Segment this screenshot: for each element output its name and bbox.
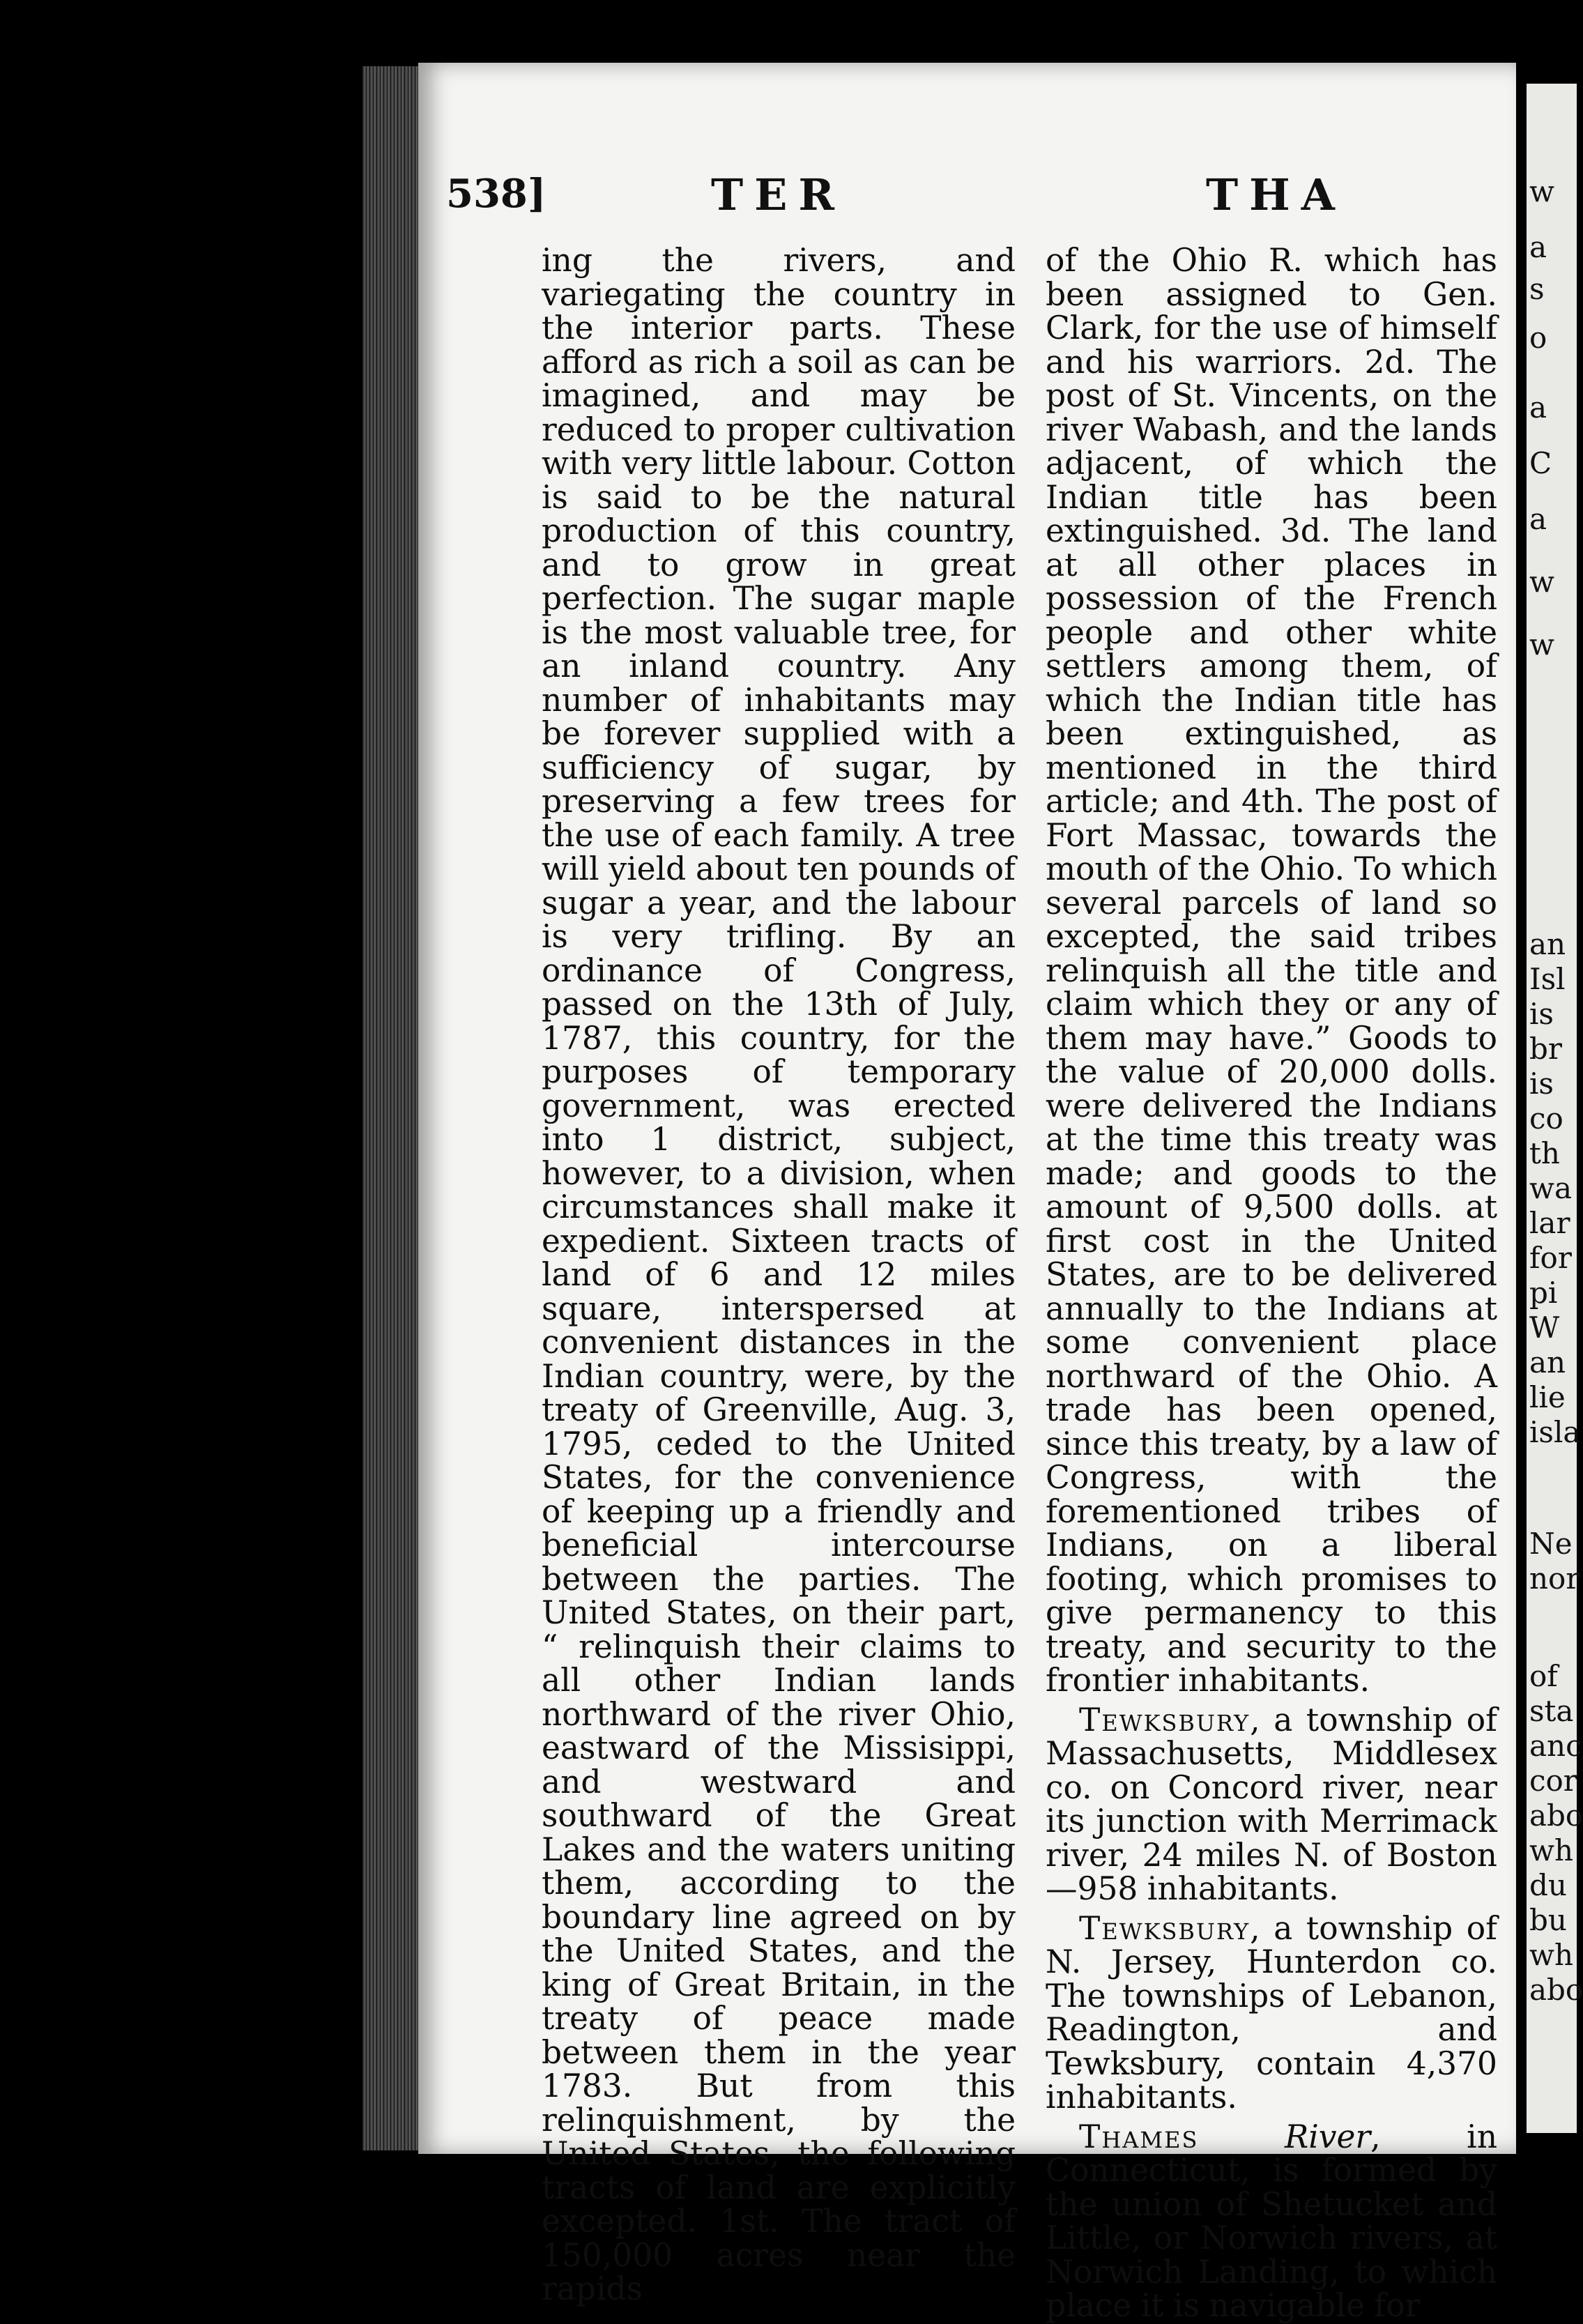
facing-page-fragment: a <box>1529 390 1547 425</box>
entry-headword: Tewksbury <box>1079 1910 1250 1947</box>
facing-page-fragment: lar <box>1529 1206 1570 1240</box>
facing-page-fragment: Isl <box>1529 962 1566 996</box>
book-page-edges <box>362 66 418 2150</box>
right-running-head: THA <box>1206 169 1346 220</box>
entry-text: , a township of N. Jersey, Hunterdon co. The townships of Lebanon, Readington, and Tewksbury, contain 4,370 inhabitants. <box>1046 1910 1497 2116</box>
facing-page-fragment: C <box>1529 446 1552 480</box>
facing-page-fragment: sta <box>1529 1694 1573 1728</box>
facing-page-fragment: an <box>1529 1345 1566 1379</box>
facing-page-fragment: th <box>1529 1136 1560 1170</box>
facing-page-fragment: an <box>1529 927 1566 961</box>
facing-page-fragment: W <box>1529 1310 1559 1345</box>
facing-page-fragment: bu <box>1529 1903 1567 1937</box>
facing-page-fragment: a <box>1529 230 1547 264</box>
facing-page-fragment: is <box>1529 997 1554 1031</box>
running-header <box>446 171 1506 227</box>
gazetteer-entry <box>1046 2120 1497 2323</box>
facing-page-fragment: wh <box>1529 1833 1573 1867</box>
entry-text: , in Connecticut, is formed by the union of Shetucket and Little, or Norwich rivers, at Norwich Landing, to which place it is navigable for <box>1046 2118 1497 2324</box>
facing-page-fragment: a <box>1529 502 1547 536</box>
gazetteer-entry <box>1046 1704 1497 1906</box>
left-text-column <box>542 244 1016 2307</box>
facing-page-fragment: pi <box>1529 1276 1557 1310</box>
facing-page-fragment: w <box>1529 565 1554 599</box>
entry-text: , a township of Massachusetts, Middlesex co. on Concord river, near its junction with Merrimack river, 24 miles N. of Boston—958 inhabitants. <box>1046 1702 1497 1908</box>
facing-page-fragment: Ne <box>1529 1527 1573 1561</box>
facing-page-fragment: isla <box>1529 1415 1580 1449</box>
facing-page-fragment: nor <box>1529 1561 1580 1596</box>
facing-page-fragment: s <box>1529 272 1545 306</box>
entry-headword: Tewksbury <box>1079 1702 1250 1738</box>
facing-page-fragment: w <box>1529 627 1554 662</box>
facing-page-fragment: abo <box>1529 1798 1583 1833</box>
facing-page-fragment: wa <box>1529 1171 1572 1205</box>
entry-headword-italic: River <box>1285 2118 1370 2155</box>
facing-page-fragment: is <box>1529 1067 1554 1101</box>
gazetteer-entry <box>1046 1912 1497 2115</box>
paragraph: of the Ohio R. which has been assigned to Gen. Clark, for the use of himself and his warriors. 2d. The post of St. Vincents, on the river Wabash, and the lands adjacent, of which the Indian title has been extinguished. 3d. The land at all other places in possession of the French people and other white settlers among them, of which the Indian title has been extinguished, as mentioned in the third article; and 4th. The post of Fort Massac, towards the mouth of the Ohio. To which several parcels of land so excepted, the said tribes relinquish all the title and claim which they or any of them may have.” Goods to the value of 20,000 dolls. were delivered the Indians at the time this treaty was made; and goods to the amount of 9,500 dolls. at first cost in the United States, are to be delivered annually to the Indians at some convenient place northward of the Ohio. A trade has been opened, since this treaty, by a law of Congress, with the forementioned tribes of Indians, on a liberal footing, which promises to give permanency to this treaty, and security to the frontier inhabitants. <box>1046 244 1497 1698</box>
facing-page-edge <box>1527 84 1577 2133</box>
right-text-column <box>1046 244 1497 2323</box>
facing-page-fragment: lie <box>1529 1380 1566 1414</box>
facing-page-fragment: o <box>1529 321 1547 355</box>
paragraph: ing the rivers, and variegating the country in the interior parts. These afford as rich a soil as can be imagined, and may be reduced to proper cultivation with very little labour. Cotton is said to be the natural production of this country, and to grow in great perfection. The sugar maple is the most valuable tree, for an inland country. Any number of inhabitants may be forever supplied with a sufficiency of sugar, by preserving a few trees for the use of each family. A tree will yield about ten pounds of sugar a year, and the labour is very trifling. By an ordinance of Congress, passed on the 13th of July, 1787, this country, for the purposes of temporary government, was erected into 1 district, subject, however, to a division, when circumstances shall make it expedient. Sixteen tracts of land of 6 and 12 miles square, interspersed at convenient distances in the Indian country, were, by the treaty of Greenville, Aug. 3, 1795, ceded to the United States, for the convenience of keeping up a friendly and beneficial intercourse between the parties. The United States, on their part, “ relinquish their claims to all other Indian lands northward of the river Ohio, eastward of the Missisippi, and westward and southward of the Great Lakes and the waters uniting them, according to the boundary line agreed on by the United States, and the king of Great Britain, in the treaty of peace made between them in the year 1783. But from this relinquishment, by the United States, the following tracts of land are explicitly excepted. 1st. The tract of 150,000 acres near the rapids <box>542 244 1016 2307</box>
facing-page-fragment: br <box>1529 1032 1562 1066</box>
facing-page-fragment: co <box>1529 1101 1563 1136</box>
facing-page-fragment: anc <box>1529 1729 1582 1763</box>
facing-page-fragment: abo <box>1529 1973 1583 2007</box>
page-number: 538] <box>446 171 546 217</box>
facing-page-fragment: du <box>1529 1868 1567 1902</box>
facing-page-fragment: wh <box>1529 1938 1573 1972</box>
facing-page-fragment: cor <box>1529 1764 1577 1798</box>
left-running-head: TER <box>711 169 846 220</box>
facing-page-fragment: of <box>1529 1659 1558 1693</box>
facing-page-fragment: w <box>1529 174 1554 208</box>
facing-page-fragment: for <box>1529 1241 1572 1275</box>
entry-headword: Thames <box>1079 2118 1198 2155</box>
